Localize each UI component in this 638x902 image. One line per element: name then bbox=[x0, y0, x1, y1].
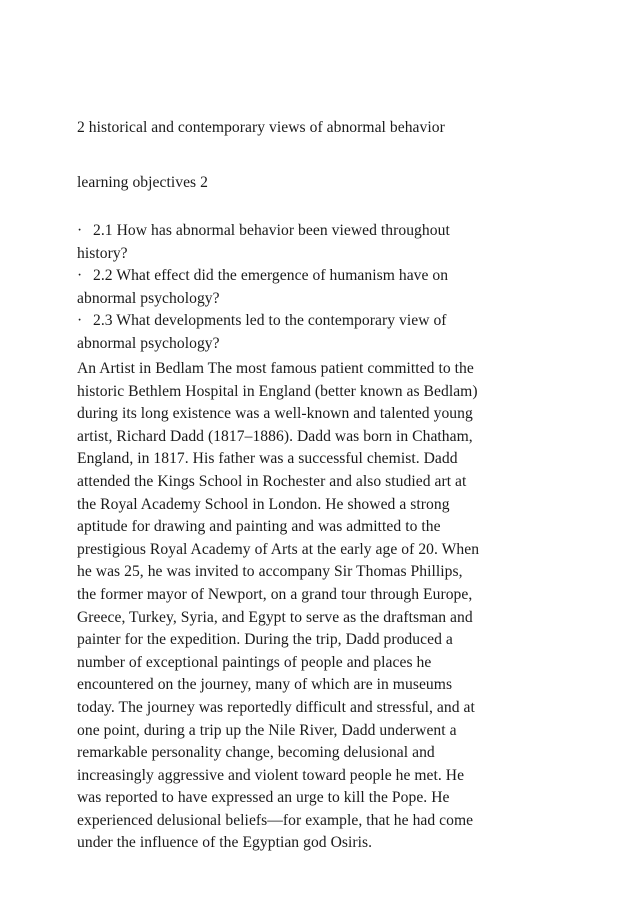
body-line: today. The journey was reportedly difficult and stressful, and at bbox=[77, 698, 475, 716]
objective-text-continued: abnormal psychology? bbox=[77, 334, 220, 352]
objectives-heading: learning objectives 2 bbox=[77, 174, 208, 191]
body-line: artist, Richard Dadd (1817–1886). Dadd was born in Chatham, bbox=[77, 427, 473, 445]
body-line: Greece, Turkey, Syria, and Egypt to serve as the draftsman and bbox=[77, 608, 473, 626]
objective-text-continued: abnormal psychology? bbox=[77, 289, 220, 307]
body-paragraph bbox=[77, 358, 573, 855]
body-line: one point, during a trip up the Nile River, Dadd underwent a bbox=[77, 721, 457, 739]
page-title: 2 historical and contemporary views of abnormal behavior bbox=[77, 119, 445, 136]
bullet-icon: · bbox=[77, 312, 83, 330]
body-line: during its long existence was a well-known and talented young bbox=[77, 405, 473, 423]
objective-text: 2.2 What effect did the emergence of humanism have on bbox=[93, 267, 449, 285]
body-line: attended the Kings School in Rochester and also studied art at bbox=[77, 472, 467, 490]
body-line: was reported to have expressed an urge to kill the Pope. He bbox=[77, 789, 450, 807]
body-line: England, in 1817. His father was a successful chemist. Dadd bbox=[77, 450, 458, 468]
body-line: painter for the expedition. During the trip, Dadd produced a bbox=[77, 631, 453, 649]
bullet-icon: · bbox=[77, 267, 83, 285]
body-line: remarkable personality change, becoming delusional and bbox=[77, 744, 435, 762]
objective-text: 2.3 What developments led to the contemporary view of bbox=[93, 312, 447, 330]
body-line: An Artist in Bedlam The most famous patient committed to the bbox=[77, 360, 474, 377]
body-line: encountered on the journey, many of which are in museums bbox=[77, 676, 453, 694]
body-line: historic Bethlem Hospital in England (better known as Bedlam) bbox=[77, 382, 478, 400]
body-line: the Royal Academy School in London. He showed a strong bbox=[77, 495, 450, 513]
body-line: the former mayor of Newport, on a grand tour through Europe, bbox=[77, 585, 473, 603]
objective-text: 2.1 How has abnormal behavior been viewed throughout bbox=[93, 222, 450, 239]
body-line: under the influence of the Egyptian god Osiris. bbox=[77, 834, 373, 852]
body-line: increasingly aggressive and violent toward people he met. He bbox=[77, 766, 465, 784]
objectives-list bbox=[77, 220, 567, 356]
body-line: prestigious Royal Academy of Arts at the early age of 20. When bbox=[77, 540, 480, 558]
objective-item bbox=[77, 310, 567, 355]
objective-item bbox=[77, 220, 567, 265]
objective-text-continued: history? bbox=[77, 244, 128, 262]
body-line: number of exceptional paintings of people and places he bbox=[77, 653, 432, 671]
bullet-icon: · bbox=[77, 222, 83, 239]
body-line: experienced delusional beliefs—for example, that he had come bbox=[77, 811, 474, 829]
body-line: he was 25, he was invited to accompany Sir Thomas Phillips, bbox=[77, 563, 463, 581]
objective-item bbox=[77, 265, 567, 310]
body-line: aptitude for drawing and painting and was admitted to the bbox=[77, 518, 441, 536]
